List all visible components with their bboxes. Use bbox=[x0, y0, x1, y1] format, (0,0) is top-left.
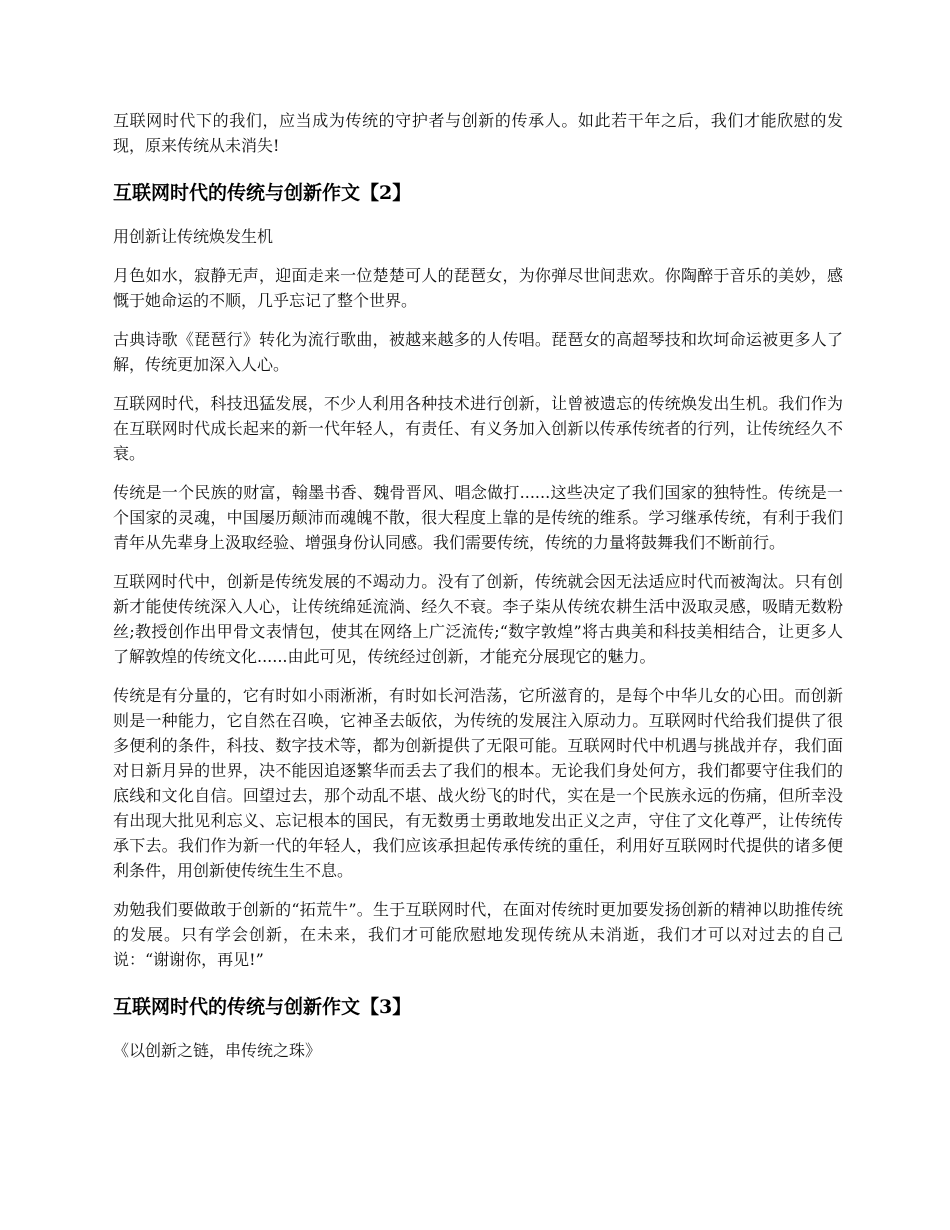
intro-paragraph: 互联网时代下的我们，应当成为传统的守护者与创新的传承人。如此若干年之后，我们才能欣慰的发现，原来传统从未消失! bbox=[113, 111, 843, 155]
section-2-heading: 互联网时代的传统与创新作文【2】 bbox=[113, 182, 412, 204]
section-2-paragraph-2: 古典诗歌《琵琶行》转化为流行歌曲，被越来越多的人传唱。琵琶女的高超琴技和坎坷命运被更多人了解，传统更加深入人心。 bbox=[113, 330, 843, 374]
document-page bbox=[113, 108, 843, 1077]
section-2-paragraph-3: 互联网时代，科技迅猛发展，不少人利用各种技术进行创新，让曾被遗忘的传统焕发出生机。我们作为在互联网时代成长起来的新一代年轻人，有责任、有义务加入创新以传承传统者的行列，让传统经久不衰。 bbox=[113, 394, 843, 463]
section-2-subtitle: 用创新让传统焕发生机 bbox=[113, 227, 274, 246]
section-3-heading: 互联网时代的传统与创新作文【3】 bbox=[113, 996, 412, 1018]
section-2-paragraph-7: 劝勉我们要做敢于创新的“拓荒牛”。生于互联网时代，在面对传统时更加要发扬创新的精神以助推传统的发展。只有学会创新，在未来，我们才可能欣慰地发现传统从未消逝，我们才可以对过去的自己说：“谢谢你，再见!” bbox=[113, 900, 843, 969]
section-2-paragraph-5: 互联网时代中，创新是传统发展的不竭动力。没有了创新，传统就会因无法适应时代而被淘汰。只有创新才能使传统深入人心，让传统绵延流淌、经久不衰。李子柒从传统农耕生活中汲取灵感，吸睛无数粉丝;教授创作出甲骨文表情包，使其在网络上广泛流传;“数字敦煌”将古典美和科技美相结合，让更多人了解敦煌的传统文化......由此可见，传统经过创新，才能充分展现它的魅力。 bbox=[113, 572, 843, 666]
section-2-paragraph-6: 传统是有分量的，它有时如小雨淅淅，有时如长河浩荡，它所滋育的，是每个中华儿女的心田。而创新则是一种能力，它自然在召唤，它神圣去皈依，为传统的发展注入原动力。互联网时代给我们提供了很多便利的条件，科技、数字技术等，都为创新提供了无限可能。互联网时代中机遇与挑战并存，我们面对日新月异的世界，决不能因追逐繁华而丢去了我们的根本。无论我们身处何方，我们都要守住我们的底线和文化自信。回望过去，那个动乱不堪、战火纷飞的时代，实在是一个民族永远的伤痛，但所幸没有出现大批见利忘义、忘记根本的国民，有无数勇士勇敢地发出正义之声，守住了文化尊严，让传统传承下去。我们作为新一代的年轻人，我们应该承担起传承传统的重任，利用好互联网时代提供的诸多便利条件，用创新使传统生生不息。 bbox=[113, 686, 843, 880]
section-2-paragraph-4: 传统是一个民族的财富，翰墨书香、魏骨晋风、唱念做打......这些决定了我们国家的独特性。传统是一个国家的灵魂，中国屡历颠沛而魂魄不散，很大程度上靠的是传统的维系。学习继承传统，有利于我们青年从先辈身上汲取经验、增强身份认同感。我们需要传统，传统的力量将鼓舞我们不断前行。 bbox=[113, 483, 843, 552]
section-2-paragraph-1: 月色如水，寂静无声，迎面走来一位楚楚可人的琵琶女，为你弹尽世间悲欢。你陶醉于音乐的美妙，感慨于她命运的不顺，几乎忘记了整个世界。 bbox=[113, 266, 843, 310]
section-3-subtitle: 《以创新之链，串传统之珠》 bbox=[113, 1041, 322, 1060]
